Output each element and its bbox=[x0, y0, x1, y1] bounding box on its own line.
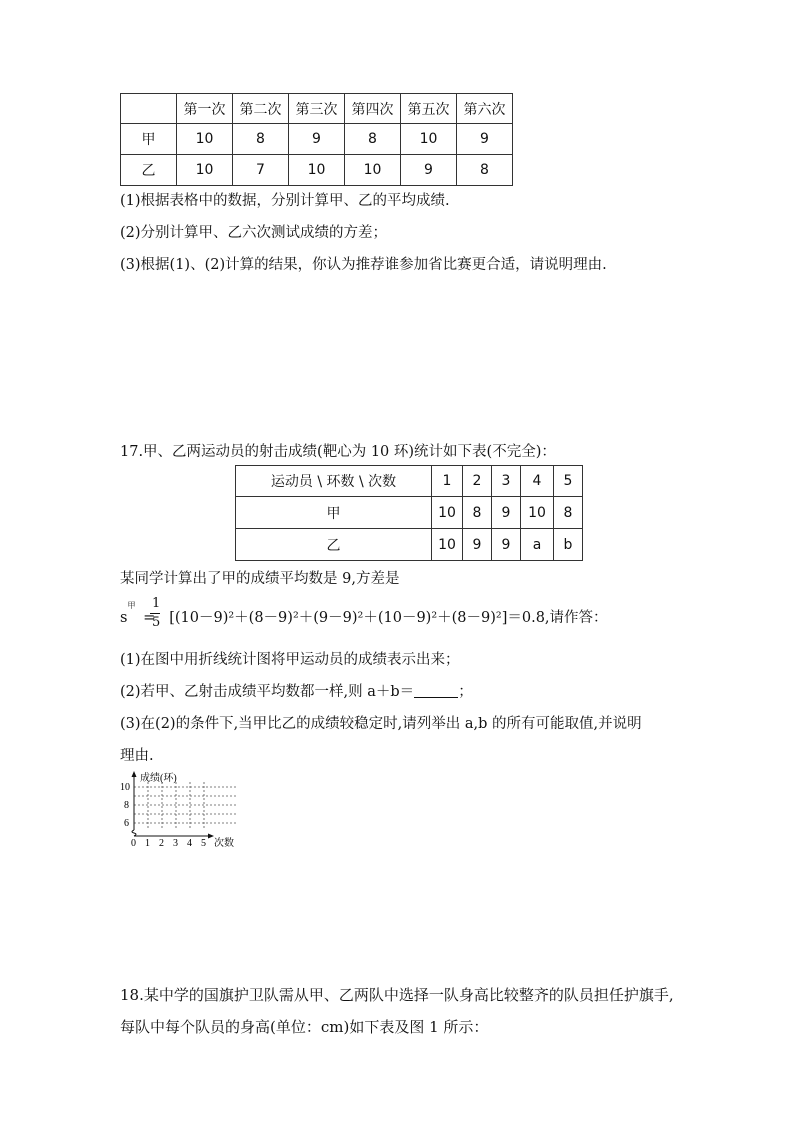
table1-cell: 10 bbox=[401, 124, 457, 155]
y-tick: 10 bbox=[120, 782, 130, 793]
table2-cell: 10 bbox=[432, 529, 463, 561]
score-line-graph bbox=[118, 770, 248, 850]
table1-cell: 8 bbox=[233, 124, 289, 155]
x-tick: 2 bbox=[159, 838, 164, 849]
table1-cell: 10 bbox=[345, 155, 401, 186]
y-tick: 6 bbox=[124, 818, 129, 829]
x-tick: 5 bbox=[201, 838, 206, 849]
q17-part3-line2: 理由. bbox=[120, 748, 154, 764]
table2-header: 5 bbox=[554, 466, 583, 497]
table1-header: 第五次 bbox=[401, 94, 457, 124]
q17-part3-line1: (3)在(2)的条件下,当甲比乙的成绩较稳定时,请列举出 a,b 的所有可能取值,并说明 bbox=[120, 716, 642, 732]
table1-cell: 乙 bbox=[121, 155, 177, 186]
x-axis-label: 次数 bbox=[214, 838, 234, 849]
y-axis-label: 成绩(环) bbox=[140, 773, 177, 784]
formula-subscript: 甲 bbox=[127, 601, 136, 610]
q16-part3: (3)根据(1)、(2)计算的结果，你认为推荐谁参加省比赛更合适，请说明理由. bbox=[120, 257, 607, 273]
q17-part2-text: (2)若甲、乙射击成绩平均数都一样,则 a＋b＝ bbox=[120, 684, 415, 700]
scores-table-2 bbox=[235, 465, 583, 561]
variance-formula bbox=[120, 601, 608, 627]
table2-cell: 10 bbox=[521, 497, 554, 529]
table2-cell: 9 bbox=[492, 529, 521, 561]
fraction-numerator: 1 bbox=[152, 596, 161, 611]
table2-header-corner: 运动员 \ 环数 \ 次数 bbox=[236, 466, 432, 497]
x-tick: 4 bbox=[187, 838, 192, 849]
x-tick: 3 bbox=[173, 838, 178, 849]
table1-header: 第六次 bbox=[457, 94, 513, 124]
table2-header: 1 bbox=[432, 466, 463, 497]
formula-equals: = bbox=[143, 610, 156, 626]
q16-part2: (2)分别计算甲、乙六次测试成绩的方差； bbox=[120, 225, 388, 241]
table2-header: 4 bbox=[521, 466, 554, 497]
graph-grid bbox=[134, 782, 236, 830]
table1-header: 第二次 bbox=[233, 94, 289, 124]
table1-cell: 9 bbox=[401, 155, 457, 186]
axis-break-icon bbox=[132, 830, 136, 836]
y-axis-arrow-icon bbox=[132, 771, 137, 777]
q18-line1: 18.某中学的国旗护卫队需从甲、乙两队中选择一队身高比较整齐的队员担任护旗手, bbox=[120, 986, 674, 1004]
formula-body: [(10－9)²＋(8－9)²＋(9－9)²＋(10－9)²＋(8－9)²]＝0.8,请作答： bbox=[169, 610, 608, 626]
table1-header: 第四次 bbox=[345, 94, 401, 124]
table2-cell: a bbox=[521, 529, 554, 561]
table1-cell: 7 bbox=[233, 155, 289, 186]
fraction-bar bbox=[150, 613, 160, 614]
table2-header: 2 bbox=[463, 466, 492, 497]
table2-header: 3 bbox=[492, 466, 521, 497]
x-tick: 1 bbox=[145, 838, 150, 849]
fraction-denominator: 5 bbox=[152, 615, 161, 630]
table-row bbox=[121, 155, 513, 186]
table2-cell: 乙 bbox=[236, 529, 432, 561]
table1-cell: 8 bbox=[345, 124, 401, 155]
table-row bbox=[236, 529, 583, 561]
q17-part1: (1)在图中用折线统计图将甲运动员的成绩表示出来； bbox=[120, 652, 460, 668]
table1-header: 第一次 bbox=[177, 94, 233, 124]
q17-part2 bbox=[120, 680, 473, 701]
q17-sentence: 某同学计算出了甲的成绩平均数是 9,方差是 bbox=[120, 571, 400, 587]
table2-cell: b bbox=[554, 529, 583, 561]
q17-part2-end: ； bbox=[458, 684, 473, 700]
table1-cell: 10 bbox=[177, 155, 233, 186]
table2-cell: 甲 bbox=[236, 497, 432, 529]
table1-cell: 10 bbox=[177, 124, 233, 155]
q18-line2: 每队中每个队员的身高(单位：cm)如下表及图 1 所示： bbox=[120, 1018, 489, 1036]
table-row bbox=[236, 497, 583, 529]
table-row bbox=[121, 124, 513, 155]
table1-header: 第三次 bbox=[289, 94, 345, 124]
formula-lhs: s bbox=[120, 610, 128, 626]
table1-cell: 甲 bbox=[121, 124, 177, 155]
q17-intro: 17.甲、乙两运动员的射击成绩(靶心为 10 环)统计如下表(不完全)： bbox=[120, 444, 556, 460]
table2-cell: 8 bbox=[554, 497, 583, 529]
table1-cell: 10 bbox=[289, 155, 345, 186]
q16-part1: (1)根据表格中的数据，分别计算甲、乙的平均成绩. bbox=[120, 193, 450, 209]
x-tick: 0 bbox=[131, 838, 136, 849]
scores-table-1 bbox=[120, 93, 513, 186]
table2-cell: 9 bbox=[492, 497, 521, 529]
answer-blank[interactable] bbox=[414, 683, 458, 698]
table1-cell: 9 bbox=[457, 124, 513, 155]
table2-cell: 9 bbox=[463, 529, 492, 561]
table1-header-corner bbox=[121, 94, 177, 124]
y-tick: 8 bbox=[124, 800, 129, 811]
table2-cell: 10 bbox=[432, 497, 463, 529]
table1-cell: 9 bbox=[289, 124, 345, 155]
table2-cell: 8 bbox=[463, 497, 492, 529]
table1-cell: 8 bbox=[457, 155, 513, 186]
